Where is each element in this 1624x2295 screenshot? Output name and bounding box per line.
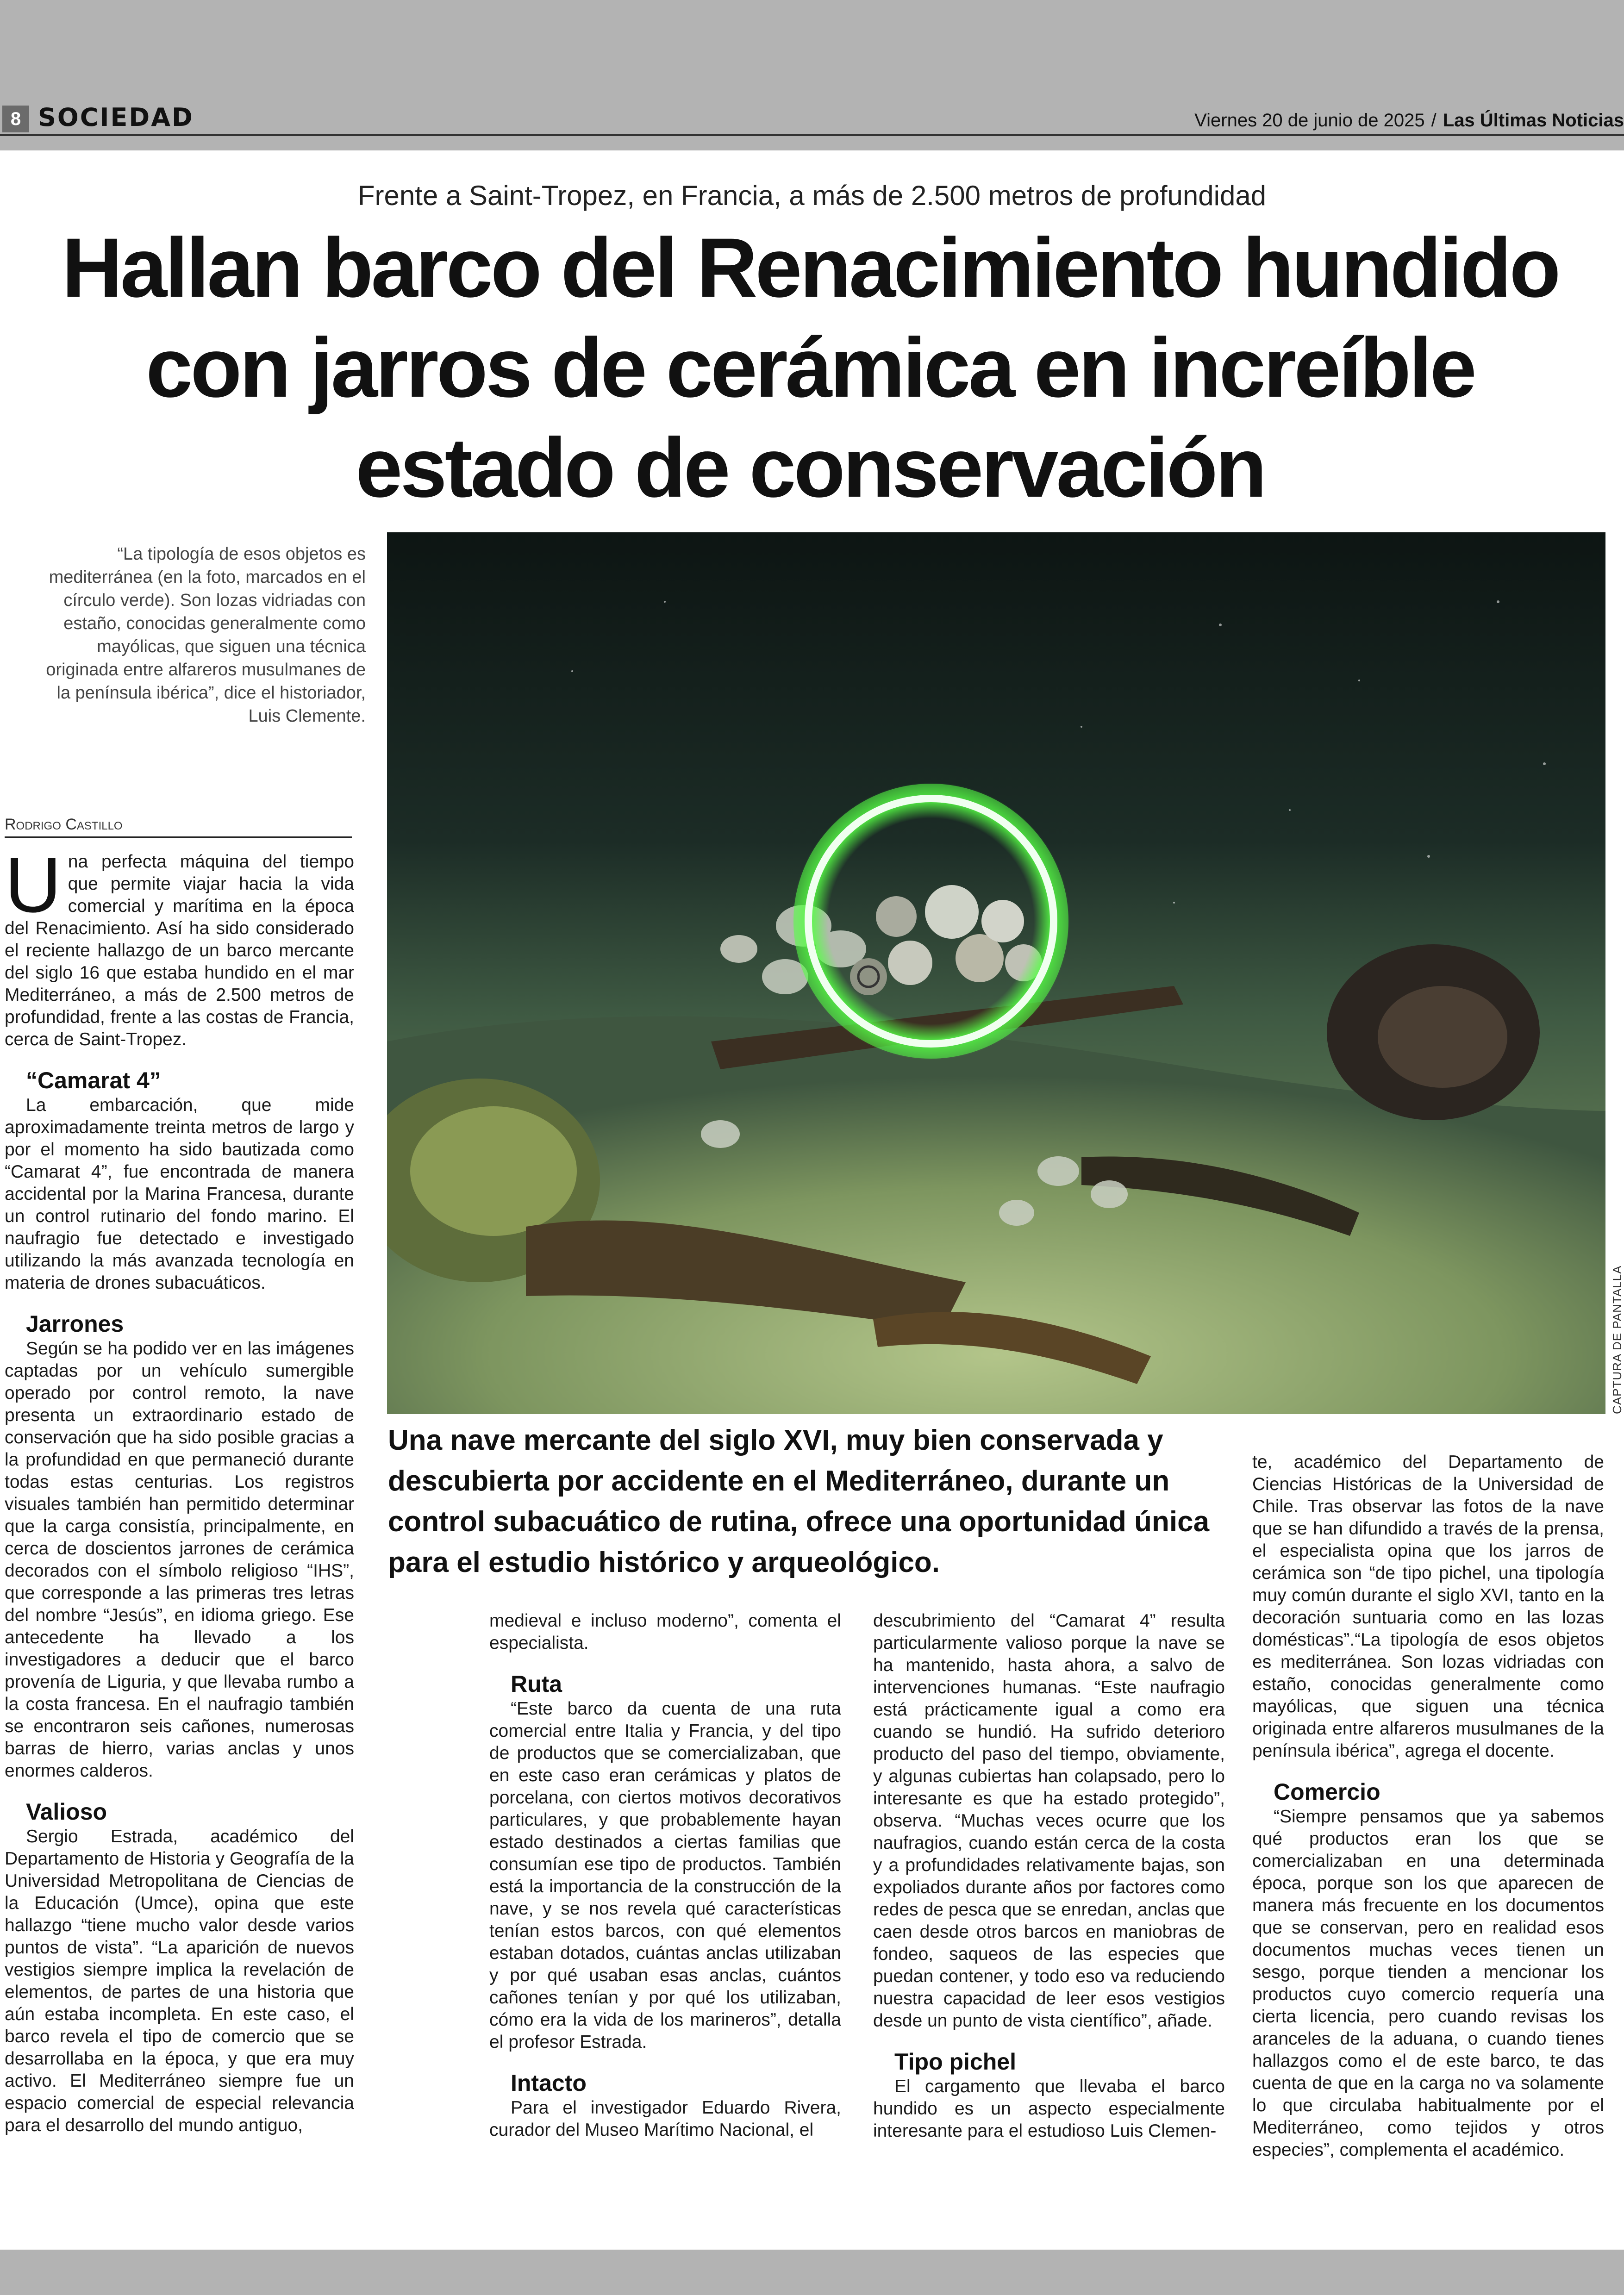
dateline — [1194, 110, 1624, 131]
photo-credit: CAPTURA DE PANTALLA — [1610, 1265, 1624, 1414]
subhead-ruta: Ruta — [511, 1671, 562, 1697]
subhead-camarat: “Camarat 4” — [26, 1067, 161, 1093]
author-byline: Rodrigo Castillo — [5, 816, 352, 838]
paragraph-camarat: La embarcación, que mide aproximadamente treinta metros de largo y por el momento ha sido bautizada como “Camarat 4”, fue encontrada de manera accidental por la Marina Francesa, durante un control rutinario del fondo marino. El naufragio fue detectado e investigado utilizando la más avanzada tecnología en materia de drones subacuáticos. — [5, 1095, 354, 1293]
article-column-1 — [5, 841, 354, 2137]
header-rule — [0, 134, 1624, 136]
drop-cap: U — [5, 841, 62, 929]
paragraph-valioso-continued: medieval e incluso moderno”, comenta el especialista. — [489, 1611, 841, 1653]
subhead-valioso: Valioso — [26, 1799, 107, 1825]
lead-paragraph — [5, 841, 354, 1051]
paragraph-jarrones: Según se ha podido ver en las imágenes captadas por un vehículo sumergible operado por control remoto, la nave presenta un extraordinario estado de conservación que ha sido posible gracias a la profundidad en que permaneció durante todas estas centurias. Los registros visuales también han permitido determinar que la carga consistía, principalmente, en cerca de doscientos jarrones de cerámica decorados con el símbolo religioso “IHS”, que corresponde a las primeras tres letras del nombre “Jesús”, en idioma griego. Ese antecedente ha llevado a los investigadores a deducir que el barco provenía de Liguria, y que llevaba rumbo a la costa francesa. En el naufragio también se encontraron seis cañones, numerosas barras de hierro, varias anclas y unos enormes calderos. — [5, 1339, 354, 1781]
subhead-jarrones: Jarrones — [26, 1311, 124, 1337]
paragraph-intacto: Para el investigador Eduardo Rivera, curador del Museo Marítimo Nacional, el — [489, 2098, 841, 2140]
article-deck: Una nave mercante del siglo XVI, muy bien conservada y descubierta por accidente en el Mediterráneo, durante un control subacuático de rutina, ofrece una oportunidad única para el estudio histórico y arqueológico. — [388, 1424, 1210, 1578]
lead-text: na perfecta máquina del tiempo que permite viajar hacia la vida comercial y marítima en la época del Renacimiento. Así ha sido considerado el reciente hallazgo de un barco mercante del siglo 16 que estaba hundido en el mar Mediterráneo, a más de 2.500 metros de profundidad, frente a las costas de Francia, cerca de Saint-Tropez. — [5, 852, 354, 1049]
shipwreck-photo-image — [387, 532, 1605, 1414]
paragraph-ruta: “Este barco da cuenta de una ruta comercial entre Italia y Francia, y del tipo de productos que se comercializaban, que en este caso eran cerámicas y platos de porcelana, con ciertos motivos decorativos particulares, y que probablemente hayan estado destinados a ciertas familias que consumían ese tipo de productos. También está la importancia de la construcción de la nave, y se nos revela qué características tenían estos barcos, con qué elementos estaban dotados, cuántas anclas utilizaban y por qué usaban esas anclas, cuántos cañones tenían y por qué los utilizaban, cómo era la vida de los marineros”, detalla el profesor Estrada. — [489, 1699, 841, 2052]
issue-date: Viernes 20 de junio de 2025 — [1194, 110, 1425, 131]
article-column-2 — [489, 1610, 841, 2141]
page-number: 8 — [2, 106, 29, 132]
paragraph-tipo-pichel: El cargamento que llevaba el barco hundido es un aspecto especialmente interesante para el estudioso Luis Clemen- — [873, 2077, 1225, 2141]
paragraph-intacto-continued: descubrimiento del “Camarat 4” resulta particularmente valioso porque la nave se ha mantenido, hasta ahora, a salvo de intervenciones humanas. “Este naufragio está prácticamente igual a como era cuando se hundió. Ha sufrido deterioro producto del paso del tiempo, obviamente, y algunas cubiertas han colapsado, pero lo interesante es que ha estado protegido”, observa. “Muchas veces ocurre que los naufragios, cuando están cerca de la costa y a profundidades relativamente bajas, son expoliados durante años por factores como redes de pesca que se enredan, anclas que caen desde otros barcos en maniobras de fondeo, saqueos de las especies que puedan contener, y todo eso va reduciendo nuestra capacidad de leer esos vestigios desde un punto de vista científico”, añade. — [873, 1611, 1225, 2031]
subhead-tipo-pichel: Tipo pichel — [894, 2049, 1016, 2075]
article-column-4 — [1252, 1451, 1604, 2161]
subhead-comercio: Comercio — [1274, 1779, 1380, 1805]
article-kicker: Frente a Saint-Tropez, en Francia, a más de 2.500 metros de profundidad — [357, 180, 1267, 211]
photo-caption-quote: “La tipología de esos objetos es mediterránea (en la foto, marcados en el círculo verde). Son lozas vidriadas con estaño, conocidas generalmente como mayólicas, que siguen una técnica originada entre alfareros musulmanes de la península ibérica”, dice el historiador, Luis Clemente. — [46, 544, 366, 726]
article-headline: Hallan barco del Renacimiento hundido con jarros de cerámica en increíble estado de conservación — [62, 220, 1559, 515]
paragraph-comercio: “Siempre pensamos que ya sabemos qué productos eran los que se comercializaban en una determinada época, porque son los que aparecen de manera más frecuente en los documentos que se conservan, pero en realidad esos documentos muchas veces tienen un sesgo, porque tienden a mencionar los productos cuyo comercio requería una cierta licencia, pero cuando revisas los aranceles de la aduana, o cuando tienes hallazgos como el de este barco, te das cuenta de que en la carga no va solamente lo que circulaba habitualmente por el Mediterráneo, como tejidos y otros especies”, complementa el académico. — [1252, 1807, 1604, 2160]
article-column-3 — [873, 1610, 1225, 2142]
paragraph-valioso: Sergio Estrada, académico del Departamento de Historia y Geografía de la Universidad Metropolitana de Ciencias de la Educación (Umce), opina que este hallazgo “tiene mucho valor desde varios puntos de vista”. “La aparición de nuevos vestigios siempre implica la revelación de elementos, de partes de una historia que aún estaba incompleta. En este caso, el barco revela el tipo de comercio que se desarrollaba en la época, y que era muy activo. El Mediterráneo siempre fue un espacio comercial de especial relevancia para el desarrollo del mundo antiguo, — [5, 1827, 354, 2135]
section-title: SOCIEDAD — [38, 103, 194, 132]
paragraph-tipo-pichel-continued: te, académico del Departamento de Ciencias Históricas de la Universidad de Chile. Tras observar las fotos de la nave que se han difundido a través de la prensa, el especialista opina que los jarros de cerámica son “de tipo pichel, una tipología muy común durante el siglo XVI, tanto en la decoración suntuaria como en las lozas domésticas”.“La tipología de esos objetos es mediterránea. Son lozas vidriadas con estaño, conocidas generalmente como mayólicas, que siguen una técnica originada entre alfareros musulmanes de la península ibérica”, agrega el docente. — [1252, 1452, 1604, 1761]
subhead-intacto: Intacto — [511, 2070, 587, 2096]
bottom-margin-band — [0, 2250, 1624, 2295]
dateline-separator: / — [1431, 110, 1437, 131]
shipwreck-photo — [387, 532, 1605, 1414]
newspaper-name: Las Últimas Noticias — [1443, 110, 1624, 131]
